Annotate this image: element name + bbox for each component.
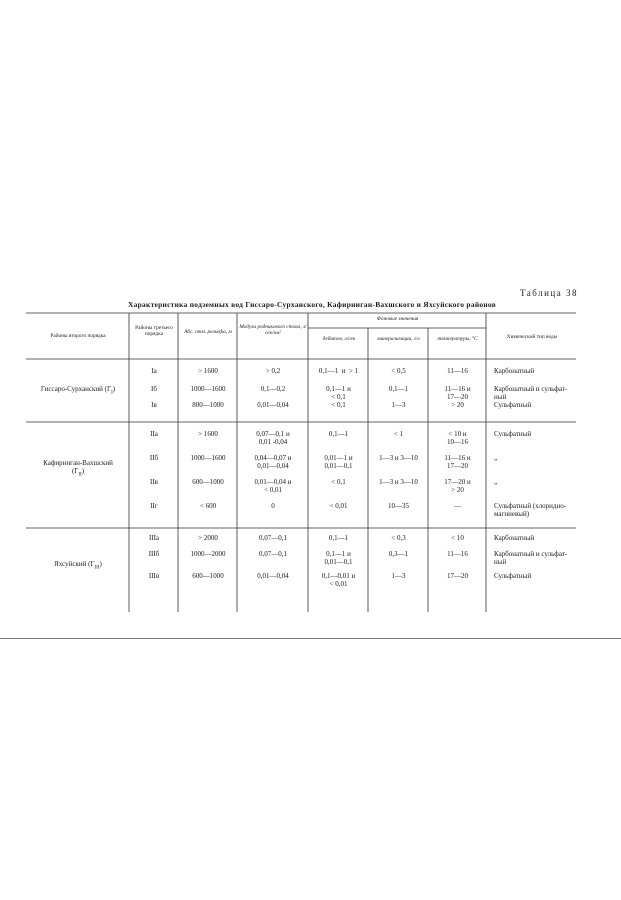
table-cell-debit: 0,1—1 и > 1 xyxy=(318,367,359,375)
table-cell-temp: 11—16 и 17—20 xyxy=(444,454,471,470)
table-cell-code: Iа xyxy=(151,367,157,375)
table-cell-modul: 0,01—0,04 и < 0,01 xyxy=(254,478,292,494)
table-cell-chem: Карбонатный xyxy=(494,534,535,542)
table-cell-elev: 1000—1600 xyxy=(190,385,226,393)
table-cell-mineral: < 0,5 xyxy=(391,367,406,375)
table-cell-modul: 0,01—0,04 xyxy=(257,401,289,409)
table-cell-temp: 11—16 xyxy=(447,550,468,558)
table-cell-modul: 0 xyxy=(271,502,275,510)
region-name-suffix: ) xyxy=(112,385,116,393)
table-cell-elev: 800—1000 xyxy=(192,401,224,409)
table-title: Характеристика подземных вод Гиссаро-Сурханского, Кафирниган-Вахшского и Яхсуйского районов xyxy=(128,300,497,309)
table-cell-debit: < 0,1 xyxy=(331,401,346,409)
table-cell-chem: Сульфатный xyxy=(494,572,532,580)
table-cell-temp: < 10 и 10—16 xyxy=(447,430,468,446)
table-cell-mineral: 1—3 xyxy=(391,401,406,409)
table-cell-elev: 1000—1600 xyxy=(190,454,226,462)
page-footer-rule xyxy=(0,638,621,639)
table-cell-modul: 0,04—0,07 и 0,01—0,04 xyxy=(254,454,292,470)
table-cell-chem: Карбонатный и сульфат- ный xyxy=(494,385,568,401)
header-col7: температуры, °С xyxy=(437,336,478,342)
table-cell-debit: < 0,1 xyxy=(331,478,346,486)
table-cell-temp: 17—20 xyxy=(447,572,468,580)
table-cell-debit: 0,1—1 xyxy=(328,430,349,438)
table-cell-debit: 0,1—1 xyxy=(328,534,349,542)
table-cell-code: IIIб xyxy=(148,550,160,558)
table-cell-mineral: 0,3—1 xyxy=(388,550,409,558)
header-col2: Районы третьего порядка xyxy=(135,325,173,337)
table-cell-code: Iв xyxy=(151,401,157,409)
table-cell-code: IIг xyxy=(150,502,158,510)
table-cell-mineral: 0,1—1 xyxy=(388,385,409,393)
table-number: Таблица 38 xyxy=(520,288,578,298)
region-subscript: III xyxy=(94,565,100,571)
region-name-text: Яхсуйский (Г xyxy=(54,560,95,568)
header-col1: Районы второго порядка xyxy=(50,333,106,339)
table-cell-elev: > 1600 xyxy=(198,430,218,438)
region-name xyxy=(28,459,128,479)
table-cell-chem: Карбонатный xyxy=(494,367,535,375)
table-cell-chem: Карбонатный и сульфат- ный xyxy=(494,550,568,566)
data-table xyxy=(26,312,576,614)
table-cell-chem: „ xyxy=(494,454,498,462)
header-col4: Модули родникового стока, л/сек/км² xyxy=(239,324,307,336)
region-name-suffix: ) xyxy=(99,560,102,568)
table-cell-debit: 0,1—1 и < 0,1 xyxy=(326,385,351,401)
table-cell-code: Iб xyxy=(151,385,157,393)
region-subscript: I xyxy=(111,390,113,396)
table-cell-modul: 0,01—0,04 xyxy=(257,572,289,580)
table-cell-mineral: 1—3 xyxy=(391,572,406,580)
table-cell-modul: 0,07—0,1 и 0,01 -0,04 xyxy=(256,430,290,446)
header-col3: Абс. отм. рельефа, м xyxy=(184,329,232,335)
table-cell-mineral: < 0,3 xyxy=(391,534,406,542)
table-cell-elev: < 600 xyxy=(199,502,217,510)
table-cell-modul: > 0,2 xyxy=(265,367,281,375)
table-cell-code: IIIв xyxy=(148,572,160,580)
table-cell-temp: — xyxy=(454,502,461,510)
table-cell-code: IIIа xyxy=(148,534,160,542)
table-cell-modul: 0,1—0,2 xyxy=(260,385,286,393)
table-cell-temp: > 20 xyxy=(451,401,464,409)
table-cell-temp: < 10 xyxy=(451,534,464,542)
header-col5: дебитов, л/сек xyxy=(322,336,356,342)
table-cell-modul: 0,07—0,1 xyxy=(259,534,287,542)
table-cell-modul: 0,07—0,1 xyxy=(259,550,287,558)
table-cell-elev: 600—1000 xyxy=(192,478,224,486)
table-cell-elev: 600—1000 xyxy=(192,572,224,580)
table-cell-debit: < 0,01 xyxy=(329,502,348,510)
table-cell-temp: 11—16 xyxy=(447,367,468,375)
header-group: Фоновые значения xyxy=(376,316,419,322)
table-cell-elev: 1000—2000 xyxy=(190,550,226,558)
region-name-suffix: ) xyxy=(81,467,85,475)
table-cell-chem: Сульфатный xyxy=(494,401,532,409)
table-cell-debit: 0,1—0,01 и < 0,01 xyxy=(321,572,356,588)
region-name-text: Кафирниган-Вахшский (Г xyxy=(43,459,113,475)
table-cell-mineral: 1—3 и 3—10 xyxy=(379,454,418,462)
table-cell-code: IIв xyxy=(150,478,158,486)
table-cell-mineral: 1—3 и 3—10 xyxy=(379,478,418,486)
table-cell-code: IIб xyxy=(149,454,159,462)
table-cell-temp: 11—16 и 17—20 xyxy=(444,385,471,401)
table-cell-elev: > 1600 xyxy=(198,367,218,375)
table-cell-mineral: < 1 xyxy=(393,430,404,438)
table-cell-debit: 0,01—1 и 0,01—0,1 xyxy=(324,454,353,470)
header-col6: минерализации, г/л xyxy=(377,336,420,342)
table-cell-code: IIа xyxy=(150,430,158,438)
header-col8: Химический тип воды xyxy=(506,334,558,340)
table-cell-elev: > 2000 xyxy=(198,534,218,542)
region-subscript: II xyxy=(78,472,82,478)
table-cell-debit: 0,1—1 и 0,01—0,1 xyxy=(324,550,353,566)
table-cell-temp: 17—20 и > 20 xyxy=(444,478,471,494)
table-cell-mineral: 10—35 xyxy=(388,502,409,510)
region-name xyxy=(28,560,128,572)
table-cell-chem: „ xyxy=(494,478,498,486)
table-cell-chem: Сульфатный xyxy=(494,430,532,438)
table-cell-chem: Сульфатный (хлоридно- магниевый) xyxy=(494,502,567,518)
region-name xyxy=(28,385,128,397)
region-name-text: Гиссаро-Сурханский (Г xyxy=(40,385,112,393)
